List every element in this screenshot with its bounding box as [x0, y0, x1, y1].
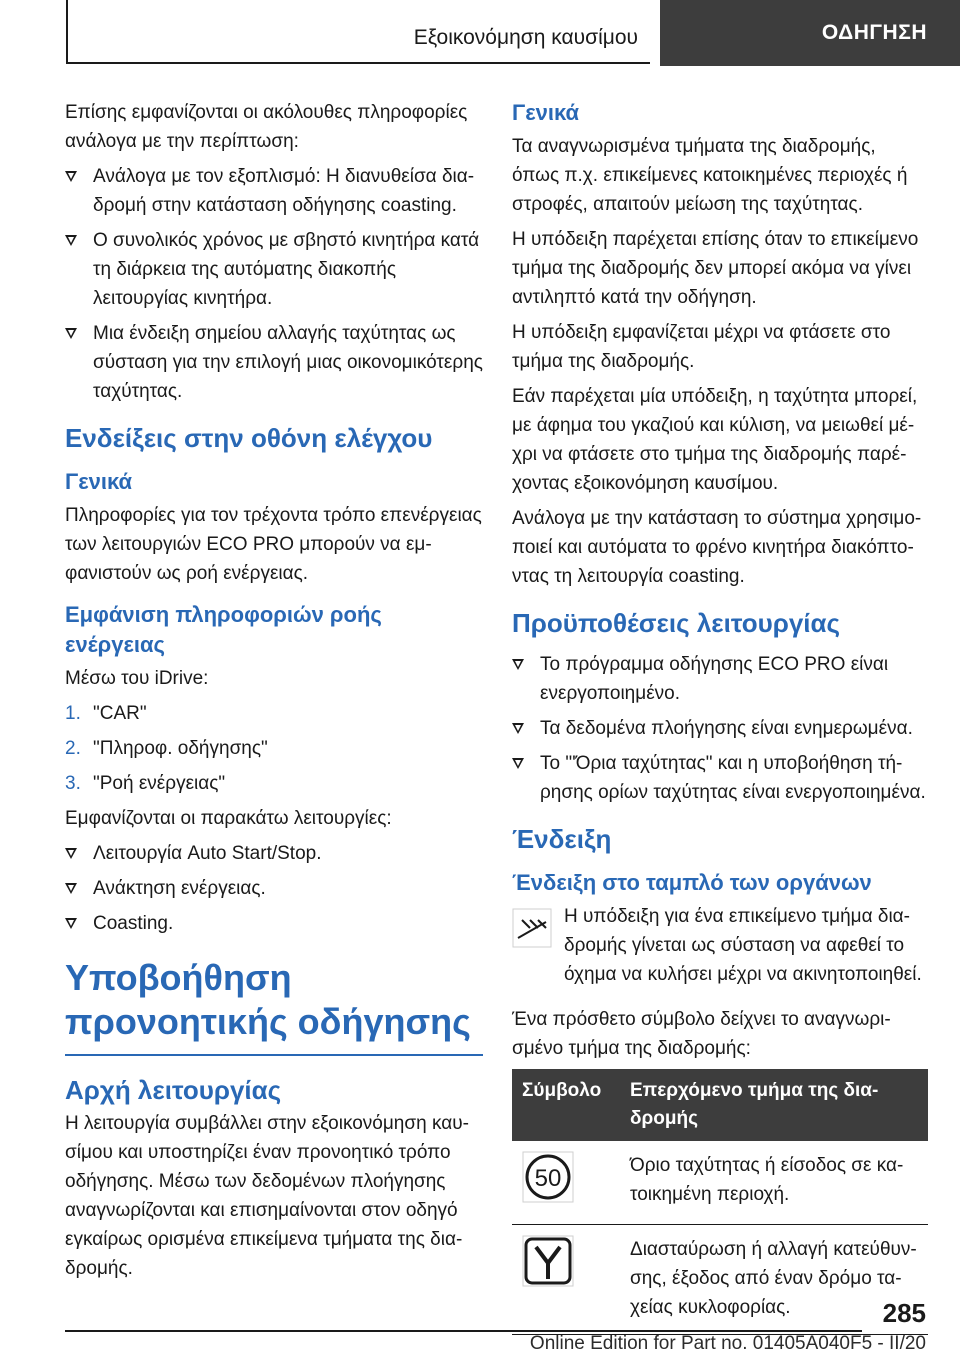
heading-display: Ενδείξεις στην οθόνη ελέγχου — [65, 423, 433, 453]
table-row — [512, 1225, 928, 1335]
page-header — [0, 0, 960, 66]
coasting-hint-icon — [512, 908, 552, 948]
list-item — [512, 714, 928, 743]
triangle-bullet-icon — [65, 848, 77, 859]
list-item — [512, 749, 928, 807]
step-number: 2. — [65, 738, 81, 759]
heading-indication: Ένδειξη — [512, 824, 612, 854]
step-number: 1. — [65, 703, 81, 724]
paragraph: Εάν παρέχεται μία υπόδειξη, η ταχύτητα μπορεί, με άφημα του γκαζιού και κύλιση, να μειωθεί μέχρι να φτάσετε στο τμήμα της διαδρομής παρέχοντας εξοικονόμηση καυσίμου. — [512, 386, 918, 494]
footer-rule — [65, 1330, 862, 1332]
triangle-bullet-icon — [65, 328, 77, 339]
list-item — [512, 650, 928, 708]
junction-icon — [522, 1235, 574, 1287]
step-text: "Πληροφ. οδήγησης" — [93, 738, 268, 759]
heading-prerequisites: Προϋποθέσεις λειτουργίας — [512, 608, 841, 638]
list-item — [65, 909, 483, 938]
via-idrive-text: Μέσω του iDrive: — [65, 668, 209, 689]
intro-list — [65, 162, 483, 406]
step-text: "CAR" — [93, 703, 147, 724]
header-section-title: Εξοικονόμηση καυσίμου — [413, 26, 638, 49]
step-item — [65, 734, 483, 763]
step-number: 3. — [65, 773, 81, 794]
heading-instrument-cluster: Ένδειξη στο ταμπλό των οργάνων — [512, 870, 872, 895]
page-number: 285 — [882, 1298, 926, 1328]
table-row — [512, 1141, 928, 1225]
triangle-bullet-icon — [512, 758, 524, 769]
list-item-text: Ο συνολικός χρόνος με σβηστό κινητήρα κατά τη διάρκεια της αυτόματης διακοπής λειτουργίας κινητήρα. — [93, 230, 480, 309]
list-item-text: Μια ένδειξη σημείου αλλαγής ταχύτητας ως σύσταση για την επιλογή μιας οικονομικότερης ταχύτητας. — [93, 323, 483, 402]
extra-symbol-paragraph: Ένα πρόσθετο σύμβολο δείχνει το αναγνωρισμένο τμήμα της διαδρομής: — [512, 1009, 891, 1059]
speed-limit-value: 50 — [534, 1165, 562, 1192]
table-cell-text: Διασταύρωση ή αλλαγή κατεύθυνσης, έξοδος από έναν δρόμο ταχείας κυκλοφορίας. — [620, 1225, 928, 1335]
symbol-table — [512, 1069, 928, 1335]
steps-list — [65, 699, 483, 798]
list-item-text: Το πρόγραμμα οδήγησης ECO PRO είναι ενεργοποιημένο. — [540, 654, 889, 704]
heading-energy-flow: Εμφάνιση πληροφοριών ροής ενέργειας — [65, 602, 382, 657]
table-header-section: Επερχόμενο τμήμα της διαδρομής — [620, 1069, 928, 1141]
triangle-bullet-icon — [65, 918, 77, 929]
triangle-bullet-icon — [65, 171, 77, 182]
triangle-bullet-icon — [65, 883, 77, 894]
step-item — [65, 699, 483, 728]
table-cell-symbol — [512, 1141, 620, 1225]
header-chapter-label: ΟΔΗΓΗΣΗ — [821, 21, 927, 44]
list-item-text: Το "'Όρια ταχύτητας" και η υποβοήθηση τήρησης ορίων ταχύτητας είναι ενεργοποιημένα. — [540, 753, 926, 803]
right-column — [512, 98, 928, 1335]
section-title: Υποβοήθηση προνοητικής οδήγησης — [65, 957, 471, 1042]
list-item-text: Ανάκτηση ενέργειας. — [93, 878, 266, 899]
paragraph: Η υπόδειξη παρέχεται επίσης όταν το επικείμενο τμήμα της διαδρομής δεν μπορεί ακόμα να γίνει αντιληπτό κατά την οδήγηση. — [512, 229, 919, 308]
heading-principle: Αρχή λειτουργίας — [65, 1075, 282, 1105]
list-item — [65, 874, 483, 903]
principle-paragraph: Η λειτουργία συμβάλλει στην εξοικονόμηση καυσίμου και υποστηρίζει έναν προνοητικό τρόπο οδήγησης. Μέσω των δεδομένων πλοήγησης αναγνωρίζονται και επισημαίνονται στον οδηγό εγκαίρως ορισμένα επικείμενα τμήματα της διαδρομής. — [65, 1113, 469, 1279]
section-title-rule — [65, 1054, 483, 1056]
list-item-text: Coasting. — [93, 913, 174, 934]
general-paragraph: Πληροφορίες για τον τρέχοντα τρόπο επενέργειας των λειτουργιών ECO PRO μπορούν να εμφανιστούν ως ροή ενέργειας. — [65, 505, 482, 584]
table-header-symbol: Σύμβολο — [512, 1069, 620, 1141]
triangle-bullet-icon — [512, 659, 524, 670]
list-item-text: Τα δεδομένα πλοήγησης είναι ενημερωμένα. — [540, 718, 913, 739]
paragraph: Η υπόδειξη εμφανίζεται μέχρι να φτάσετε στο τμήμα της διαδρομής. — [512, 322, 891, 372]
heading-general-right: Γενικά — [512, 100, 580, 125]
functions-list — [65, 839, 483, 938]
cluster-text: Η υπόδειξη για ένα επικείμενο τμήμα διαδρομής γίνεται ως σύσταση να αφεθεί το όχημα να κυλήσει μέχρι να ακινητοποιηθεί. — [564, 906, 922, 985]
paragraph: Ανάλογα με την κατάσταση το σύστημα χρησιμοποιεί και αυτόματα το φρένο κινητήρα διακόπτοντας τη λειτουργία coasting. — [512, 508, 922, 587]
triangle-bullet-icon — [65, 235, 77, 246]
table-cell-symbol — [512, 1225, 620, 1335]
intro-paragraph: Επίσης εμφανίζονται οι ακόλουθες πληροφορίες ανάλογα με την περίπτωση: — [65, 102, 468, 152]
heading-general: Γενικά — [65, 469, 133, 494]
triangle-bullet-icon — [512, 723, 524, 734]
functions-intro: Εμφανίζονται οι παρακάτω λειτουργίες: — [65, 808, 392, 829]
header-chapter-tab — [660, 0, 960, 66]
left-column — [65, 98, 483, 1289]
speed-limit-50-icon — [522, 1151, 574, 1203]
prereq-list — [512, 650, 928, 807]
paragraph: Τα αναγνωρισμένα τμήματα της διαδρομής, όπως π.χ. επικείμενες κατοικημένες περιοχές ή στροφές, απαιτούν μείωση της ταχύτητας. — [512, 136, 908, 215]
list-item — [65, 839, 483, 868]
list-item — [65, 162, 483, 220]
cluster-info — [512, 902, 928, 989]
table-cell-text: Όριο ταχύτητας ή είσοδος σε κατοικημένη περιοχή. — [620, 1141, 928, 1225]
list-item-text: Λειτουργία Auto Start/Stop. — [93, 843, 322, 864]
footer-edition: Online Edition for Part no. 01405A040F5 - II/20 — [529, 1333, 926, 1354]
step-item — [65, 769, 483, 798]
list-item — [65, 319, 483, 406]
step-text: "Ροή ενέργειας" — [93, 773, 226, 794]
list-item-text: Ανάλογα με τον εξοπλισμό: Η διανυθείσα διαδρομή στην κατάσταση οδήγησης coasting. — [93, 166, 475, 216]
table-header-row — [512, 1069, 928, 1141]
list-item — [65, 226, 483, 313]
